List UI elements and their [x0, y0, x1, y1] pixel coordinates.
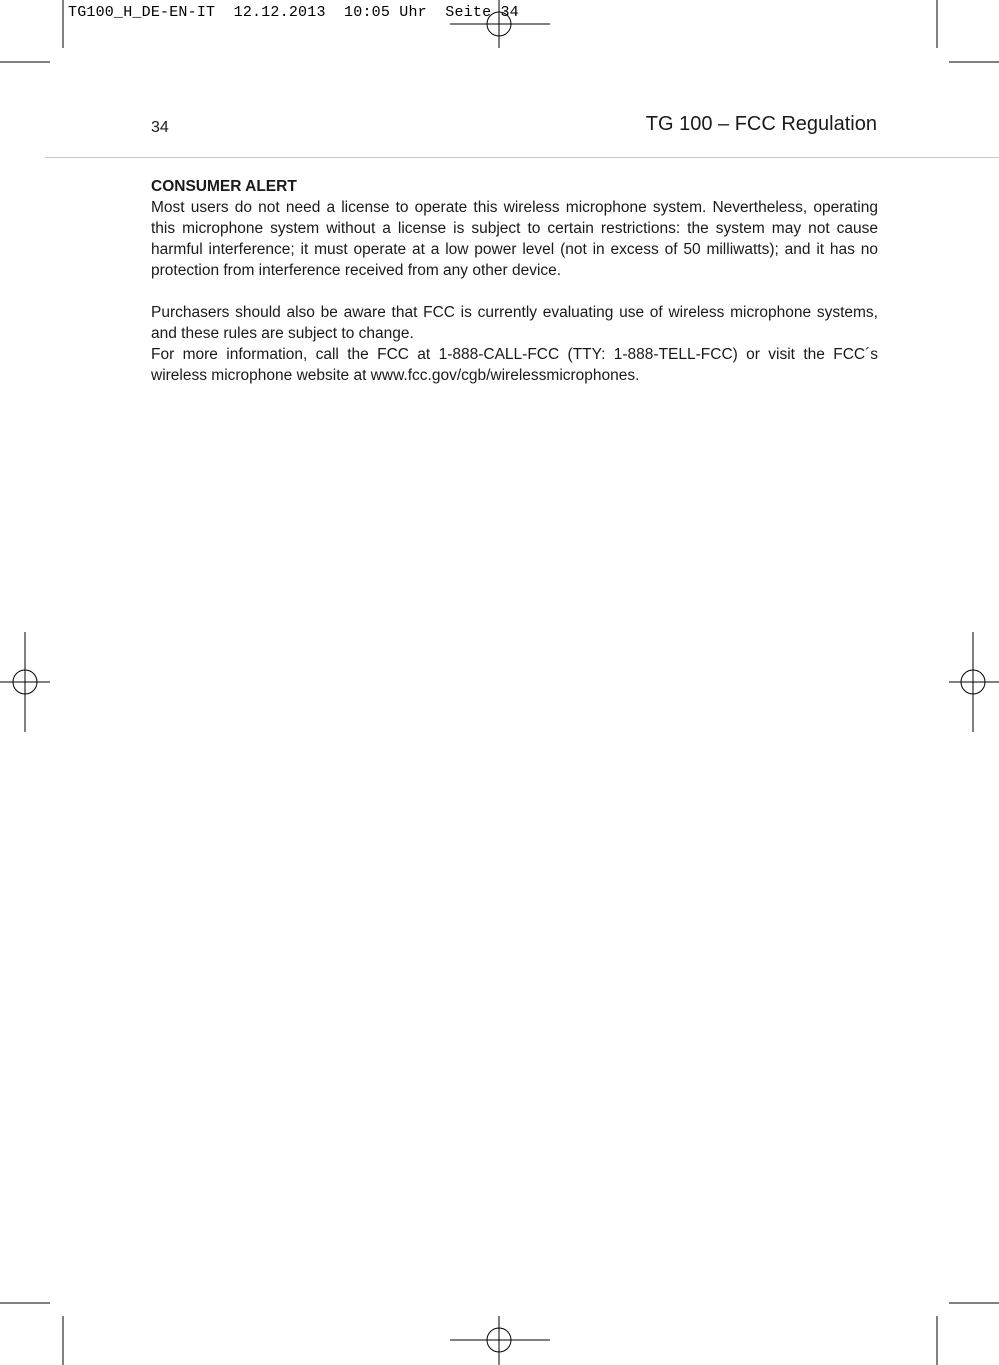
print-slug: TG100_H_DE-EN-IT 12.12.2013 10:05 Uhr Seite 34	[68, 4, 519, 21]
consumer-alert-section	[151, 176, 878, 386]
paragraph-license: Most users do not need a license to operate this wireless microphone system. Nevertheless, operating this microphone system without a license is subject to certain restrictions: the system may not cause harmful interference; it must operate at a low power level (not in excess of 50 milliwatts); and it has no protection from interference received from any other device.	[151, 199, 878, 279]
header-rule	[45, 157, 999, 158]
running-head-title: TG 100 – FCC Regulation	[645, 113, 877, 135]
paragraph-more-info: For more information, call the FCC at 1-888-CALL-FCC (TTY: 1-888-TELL-FCC) or visit the FCC´s wireless microphone website at www.fcc.gov/cgb/wirelessmicrophones.	[151, 346, 878, 384]
registration-mark-bottom	[450, 1316, 550, 1365]
paragraph-purchasers: Purchasers should also be aware that FCC is currently evaluating use of wireless microphone systems, and these rules are subject to change.	[151, 304, 878, 342]
registration-mark-right	[949, 632, 999, 732]
page-number: 34	[151, 119, 169, 136]
registration-mark-left	[0, 632, 50, 732]
section-heading: CONSUMER ALERT	[151, 178, 297, 195]
